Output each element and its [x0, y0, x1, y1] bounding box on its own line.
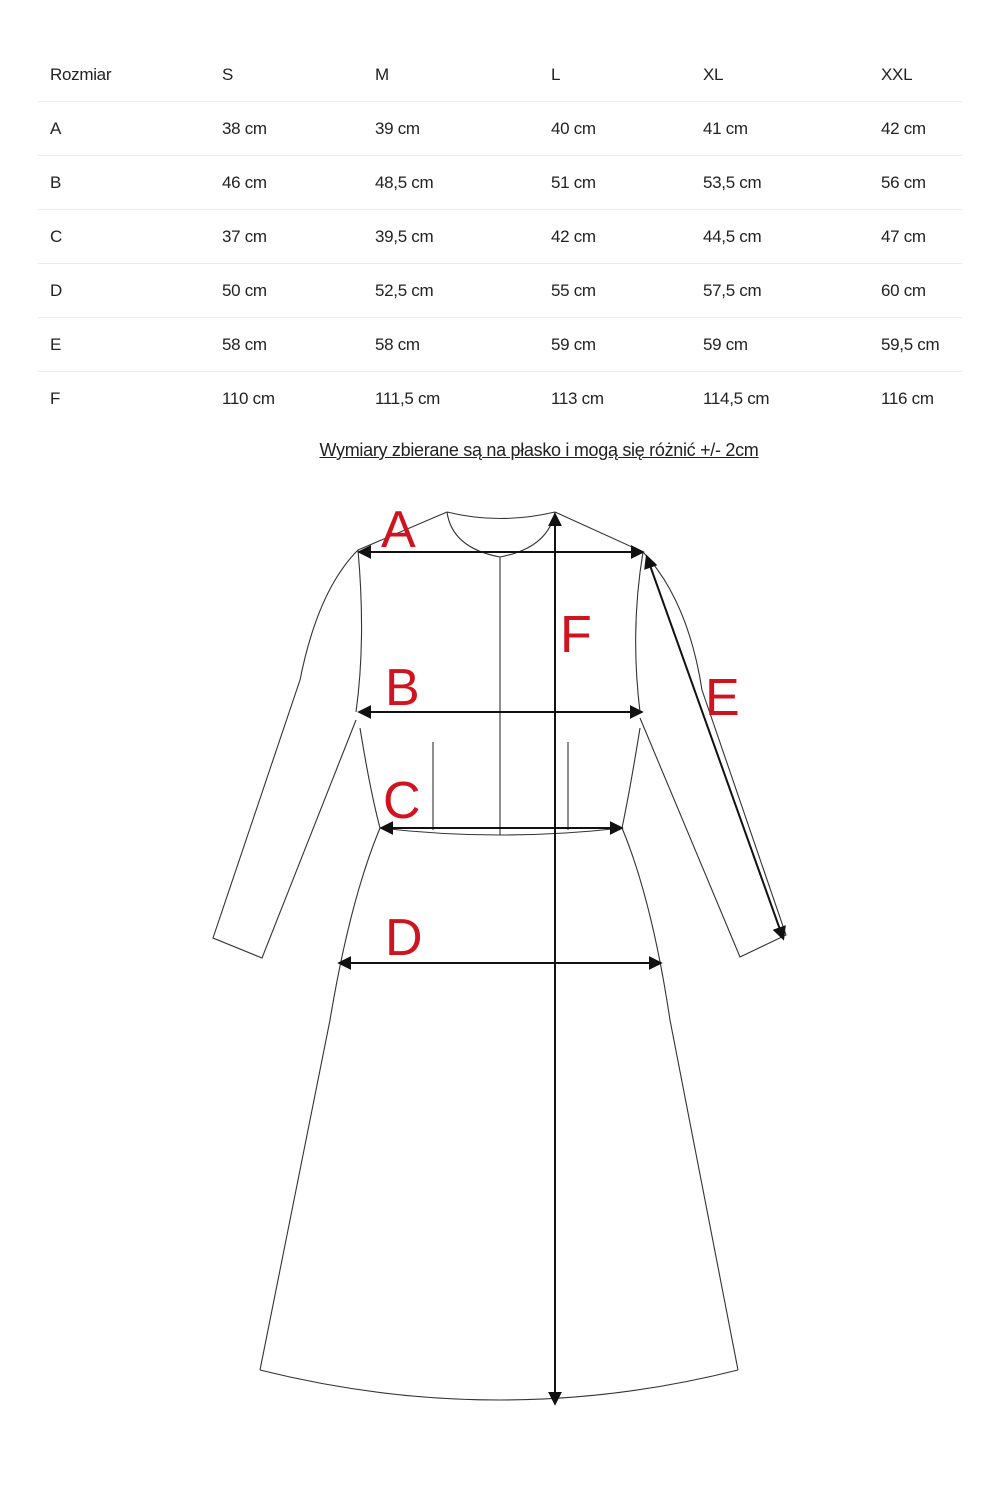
table-cell: 44,5 cm	[703, 227, 762, 246]
label-c: C	[383, 772, 421, 830]
table-cell: 59 cm	[703, 335, 748, 354]
table-cell: 55 cm	[551, 281, 596, 300]
table-cell: 114,5 cm	[703, 389, 770, 408]
table-cell: 50 cm	[222, 281, 267, 300]
table-cell: F	[50, 389, 61, 408]
header-cell-m: M	[375, 65, 389, 84]
table-cell: E	[50, 335, 62, 354]
label-d: D	[385, 909, 423, 967]
table-cell: 46 cm	[222, 173, 267, 192]
table-cell: 57,5 cm	[703, 281, 762, 300]
table-cell: D	[50, 281, 62, 300]
table-cell: B	[50, 173, 62, 192]
table-cell: 59 cm	[551, 335, 596, 354]
table-cell: 38 cm	[222, 119, 267, 138]
label-e: E	[705, 669, 740, 727]
label-b: B	[385, 659, 420, 717]
table-cell: 40 cm	[551, 119, 596, 138]
measurement-note: Wymiary zbierane są na płasko i mogą się różnić +/- 2cm	[319, 440, 759, 460]
table-cell: 37 cm	[222, 227, 267, 246]
table-cell: 42 cm	[881, 119, 926, 138]
header-cell-s: S	[222, 65, 234, 84]
table-cell: 111,5 cm	[375, 389, 441, 408]
label-a: A	[381, 501, 416, 559]
table-cell: 110 cm	[222, 389, 275, 408]
table-cell: 58 cm	[222, 335, 267, 354]
table-cell: 41 cm	[703, 119, 748, 138]
table-cell: 39,5 cm	[375, 227, 434, 246]
header-cell-xxl: XXL	[881, 65, 913, 84]
table-cell: 47 cm	[881, 227, 926, 246]
table-cell: 113 cm	[551, 389, 604, 408]
table-cell: 52,5 cm	[375, 281, 434, 300]
table-cell: C	[50, 227, 62, 246]
label-f: F	[560, 606, 592, 664]
table-cell: 42 cm	[551, 227, 596, 246]
table-cell: 58 cm	[375, 335, 420, 354]
table-cell: 53,5 cm	[703, 173, 762, 192]
header-cell-xl: XL	[703, 65, 724, 84]
dress-outline	[213, 512, 786, 1400]
table-cell: A	[50, 119, 62, 138]
table-cell: 116 cm	[881, 389, 934, 408]
table-cell: 48,5 cm	[375, 173, 434, 192]
table-cell: 60 cm	[881, 281, 926, 300]
table-cell: 59,5 cm	[881, 335, 940, 354]
table-cell: 39 cm	[375, 119, 420, 138]
header-cell-l: L	[551, 65, 561, 84]
table-cell: 51 cm	[551, 173, 596, 192]
header-cell-size: Rozmiar	[50, 65, 112, 84]
table-cell: 56 cm	[881, 173, 926, 192]
arrow-e	[647, 557, 783, 938]
measurement-labels	[381, 501, 740, 967]
